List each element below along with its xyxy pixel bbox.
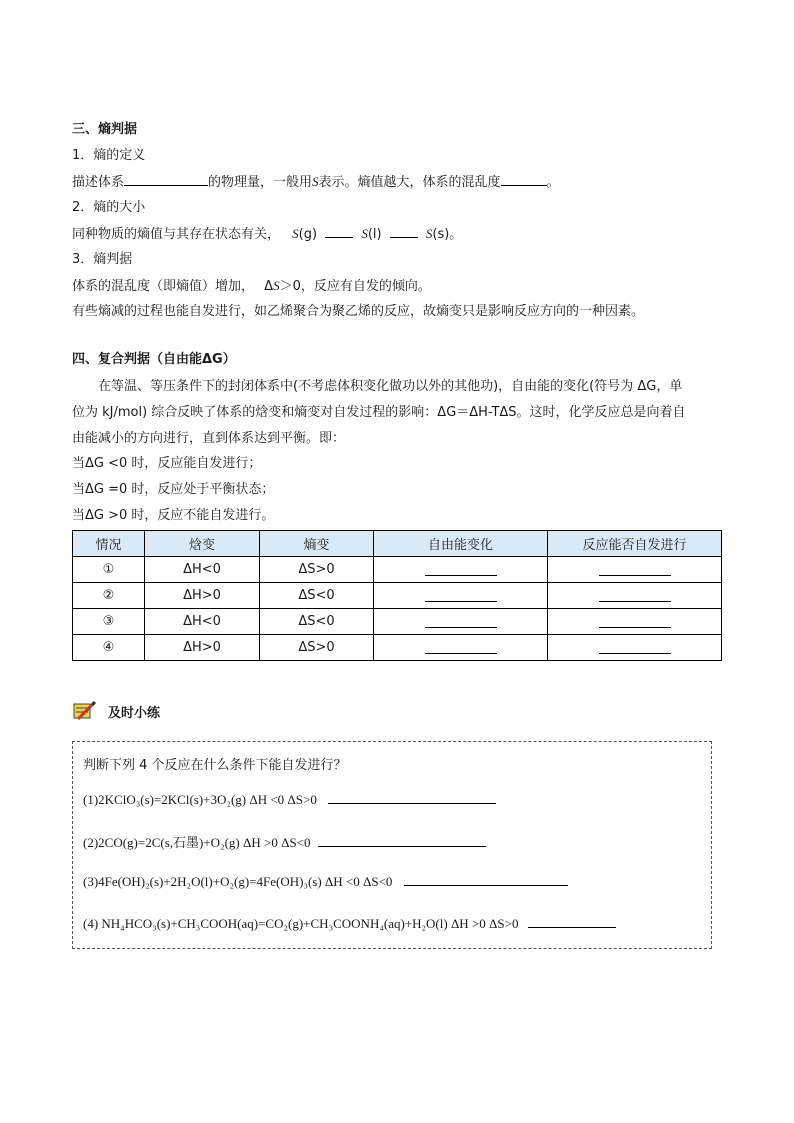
question-1 (83, 792, 496, 808)
entropy-definition-text (72, 174, 560, 191)
question-1-text: (1)2KClO₃(s)=2KCl(s)+3O₂(g) ΔH <0 ΔS>0 (83, 792, 317, 807)
practice-prompt: 判断下列 4 个反应在什么条件下能自发进行？ (83, 758, 347, 773)
row-dg-blank[interactable] (374, 583, 548, 609)
answer-blank-4[interactable] (528, 916, 616, 928)
def-text-b: 的物理量，一般用 (208, 175, 313, 190)
row-dh: ΔH>0 (145, 635, 260, 661)
answer-blank-1[interactable] (328, 792, 496, 804)
para-line-3: 由能减小的方向进行，直到体系达到平衡。即： (72, 431, 346, 446)
s-solid-symbol: S (425, 226, 433, 241)
s-liquid-state: (l) (367, 227, 382, 242)
row-case: ① (73, 557, 145, 583)
question-4-text: (4) NH₄HCO₃(s)+CH₃COOH(aq)=CO₂(g)+CH₃COONH₄(aq)+H₂O(l) ΔH >0 ΔS>0 (83, 916, 519, 931)
free-energy-paragraph (72, 374, 722, 452)
question-4 (83, 916, 616, 932)
header-free-energy: 自由能变化 (374, 531, 548, 557)
section-3-heading: 三、熵判据 (72, 122, 138, 137)
table-row (73, 609, 722, 635)
row-dh: ΔH<0 (145, 557, 260, 583)
entropy-criterion-text (72, 278, 431, 295)
def-symbol: S (312, 174, 319, 189)
s-liquid-symbol: S (361, 226, 368, 241)
table-row (73, 583, 722, 609)
answer-blank-3[interactable] (404, 874, 568, 886)
row-spont-blank[interactable] (548, 635, 722, 661)
case-positive: 当ΔG >0 时，反应不能自发进行。 (72, 508, 275, 523)
para-line-1-text: 在等温、等压条件下的封闭体系中(不考虑体积变化做功以外的其他功)，自由能的变化(符号为 ΔG，单 (98, 379, 683, 394)
row-case: ④ (73, 635, 145, 661)
practice-title: 及时小练 (108, 705, 161, 721)
fill-blank-3[interactable] (325, 226, 353, 238)
row-spont-blank[interactable] (548, 583, 722, 609)
row-dh: ΔH<0 (145, 609, 260, 635)
entropy-criterion-title: 3．熵判据 (72, 252, 133, 267)
entropy-criterion-note: 有些熵减的过程也能自发进行，如乙烯聚合为聚乙烯的反应，故熵变只是影响反应方向的一种因素。 (72, 304, 645, 319)
practice-box (72, 741, 712, 949)
row-ds: ΔS<0 (260, 583, 374, 609)
answer-blank-2[interactable] (318, 835, 486, 847)
criteria-table (72, 530, 722, 661)
row-dh: ΔH>0 (145, 583, 260, 609)
row-dg-blank[interactable] (374, 557, 548, 583)
header-case: 情况 (73, 531, 145, 557)
entropy-size-title: 2．熵的大小 (72, 200, 146, 215)
table-header-row (73, 531, 722, 557)
case-zero: 当ΔG =0 时，反应处于平衡状态； (72, 482, 275, 497)
entropy-definition-title: 1．熵的定义 (72, 148, 146, 163)
header-entropy: 熵变 (260, 531, 374, 557)
crit-text-b: ＞0，反应有自发的倾向。 (279, 279, 431, 294)
question-3-text: (3)4Fe(OH)₂(s)+2H₂O(l)+O₂(g)=4Fe(OH)₃(s) ΔH <0 ΔS<0 (83, 874, 393, 889)
question-2 (83, 832, 486, 851)
fill-blank-2[interactable] (501, 174, 547, 186)
crit-s: S (273, 278, 280, 293)
case-negative: 当ΔG <0 时，反应能自发进行； (72, 456, 262, 471)
question-2-text: (2)2CO(g)=2C(s,石墨)+O₂(g) ΔH >0 ΔS<0 (83, 835, 311, 850)
header-spontaneous: 反应能否自发进行 (548, 531, 722, 557)
row-dg-blank[interactable] (374, 635, 548, 661)
s-gas-symbol: S (292, 226, 299, 241)
table-row (73, 557, 722, 583)
s-gas-state: (g) (298, 227, 318, 242)
practice-header (72, 700, 160, 722)
def-text-a: 描述体系 (72, 175, 125, 190)
row-spont-blank[interactable] (548, 557, 722, 583)
pencil-icon (72, 700, 98, 722)
question-3 (83, 874, 568, 890)
entropy-size-text (72, 226, 462, 243)
row-ds: ΔS>0 (260, 557, 374, 583)
crit-delta: Δ (264, 279, 274, 294)
def-text-d: 。 (546, 175, 560, 190)
size-text: 同种物质的熵值与其存在状态有关， (72, 227, 281, 242)
header-enthalpy: 焓变 (145, 531, 260, 557)
row-case: ③ (73, 609, 145, 635)
row-dg-blank[interactable] (374, 609, 548, 635)
crit-text-a: 体系的混乱度（即熵值）增加， (72, 279, 255, 294)
row-spont-blank[interactable] (548, 609, 722, 635)
def-text-c: 表示。熵值越大，体系的混乱度 (318, 175, 501, 190)
table-row (73, 635, 722, 661)
row-ds: ΔS>0 (260, 635, 374, 661)
s-solid-state: (s)。 (432, 227, 463, 242)
para-line-2: 位为 kJ/mol) 综合反映了体系的焓变和熵变对自发过程的影响：ΔG＝ΔH-TΔS。这时，化学反应总是向着自 (72, 405, 686, 420)
para-line-1 (72, 374, 722, 400)
row-ds: ΔS<0 (260, 609, 374, 635)
fill-blank-1[interactable] (124, 174, 208, 186)
row-case: ② (73, 583, 145, 609)
fill-blank-4[interactable] (390, 226, 418, 238)
section-4-heading: 四、复合判据（自由能ΔG） (72, 352, 236, 367)
